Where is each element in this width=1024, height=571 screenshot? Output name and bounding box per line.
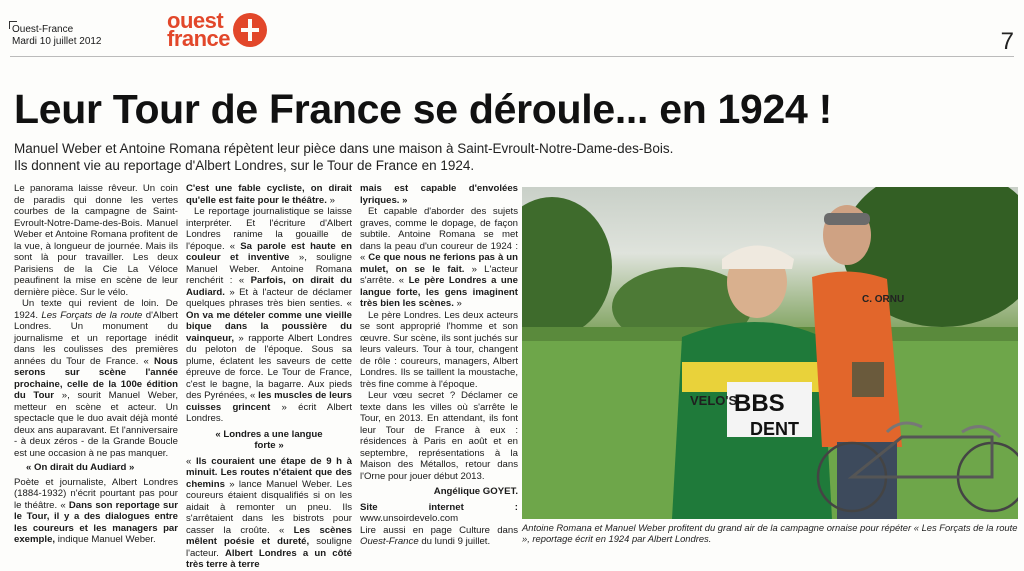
paragraph: C'est une fable cycliste, on dirait qu'elle est faite pour le théâtre. » xyxy=(186,183,352,206)
paragraph: Un texte qui revient de loin. De 1924. Les Forçats de la route d'Albert Londres. Un monument du journalisme et un reportage inédit dans les coulisses des premières années du Tour de France. « Nous serons sur scène l'année prochaine, celle de la 100e édition du Tour », sourit Manuel Weber, metteur en scène et acteur. Un spectacle que le duo avait déjà monté deux ans auparavant. Et l'anniversaire - à deux zéros - de la Grande Boucle est une occasion à ne pas manquer. xyxy=(14,298,178,459)
intertitle: « Londres a une langue forte » xyxy=(215,428,323,451)
jersey-text-bbs: BBS xyxy=(734,390,785,417)
paragraph: Lire aussi en page Culture dans Ouest-France du lundi 9 juillet. xyxy=(360,524,518,547)
jersey-text-dent: DENT xyxy=(750,419,799,439)
article-headline: Leur Tour de France se déroule... en 1924 ! xyxy=(14,86,832,132)
article-column-2 xyxy=(186,183,352,571)
intertitle: « On dirait du Audiard » xyxy=(26,462,135,473)
website-link[interactable]: www.unsoirdevelo.com xyxy=(360,513,459,524)
article-column-3 xyxy=(360,183,518,548)
jersey-text-velos: VELO'S xyxy=(690,393,738,408)
paragraph: Poète et journaliste, Albert Londres (1884-1932) n'écrit pourtant pas pour le théâtre. « Dans son reportage sur le Tour, il y a des dialogues entre les coureurs et les managers par exemple, indique Manuel Weber. xyxy=(14,476,178,545)
article-column-1 xyxy=(14,183,178,546)
author-signature: Angélique GOYET. xyxy=(433,486,518,497)
website-line: Site internet : www.unsoirdevelo.com xyxy=(360,501,518,524)
ouest-france-logo xyxy=(167,10,267,50)
issue-date: Mardi 10 juillet 2012 xyxy=(12,36,102,47)
left-rider-cap xyxy=(722,246,794,270)
paper-name: Ouest-France xyxy=(12,24,74,35)
paragraph: Le panorama laisse rêveur. Un coin de paradis qui donne les vertes courbes de la campagne de Saint-Evroult-Notre-Dame-des-Bois. Manuel Weber et Antoine Romana profitent de la vue, à longueur de journée. Mais ils sont là pour travailler. Les deux Parisiens de la Cie La Véloce peaufinent la mise en scène de leur dernière pièce. Sur le vélo. xyxy=(14,183,178,298)
logo-word-france: france xyxy=(167,26,231,51)
photo-illustration xyxy=(522,187,1018,519)
logo-cross-icon xyxy=(233,13,267,47)
satchel xyxy=(852,362,884,397)
masthead-info xyxy=(12,24,102,48)
right-rider-goggles xyxy=(824,213,870,225)
page-number: 7 xyxy=(1000,28,1014,55)
paragraph: Et capable d'aborder des sujets graves, comme le dopage, de façon subtile. Antoine Romana se met dans la peau d'un coureur de 1924 : « Ce que nous ne ferions pas à un mulet, on se le fait. » L'acteur s'arrête. « Le père Londres a une langue forte, les gens imaginent très bien les scènes. » xyxy=(360,206,518,309)
logo-word-ouest: ouest xyxy=(167,8,224,33)
header-divider xyxy=(10,56,1014,57)
paragraph: Le père Londres. Les deux acteurs se sont approprié l'homme et son œuvre. Sur scène, ils sont juchés sur leurs valeurs. Tour à tour, changent de rôle : coureurs, managers, Albert Londres. Ils se taillent la moustache, très fine comme à l'époque. xyxy=(360,309,518,390)
article-photo xyxy=(522,187,1018,519)
subhead-line-1: Manuel Weber et Antoine Romana répètent leur pièce dans une maison à Saint-Evroult-Notre-Dame-des-Bois. xyxy=(14,141,674,156)
paragraph: Leur vœu secret ? Déclamer ce texte dans les villes où s'arrête le Tour, en 2013. En attendant, ils font leur Tour de France à eux : résidences à Paris en août et en septembre, représentations à la Maison des Métallos, retour dans l'Orne pour jouer début 2013. xyxy=(360,390,518,482)
paragraph: mais est capable d'envolées lyriques. » xyxy=(360,183,518,206)
paragraph: Le reportage journalistique se laisse interpréter. Et l'écriture d'Albert Londres ranime la gouaille de l'époque. « Sa parole est haute en couleur et inventive », souligne Manuel Weber. Antoine Romana renchérit : « Parfois, on dirait du Audiard. » Et à l'acteur de déclamer quelques phrases très bien senties. « On va me dételer comme une vieille bique dans la poussière du vainqueur, » rapporte Albert Londres du peloton de l'époque. Sous sa plume, éclatent les saveurs de cette épreuve de force. Le Tour de France, c'est le bagne, la bagarre. Aux pieds des Pyrénées, « les muscles de leurs cuisses grincent » écrit Albert Londres. xyxy=(186,206,353,424)
paragraph: « Ils couraient une étape de 9 h à minuit. Les routes n'étaient que des chemins » lance Manuel Weber. Les coureurs étaient disqualifiés si on les aidait à remonter un pneu. Ils s'arrêtaient dans les bistrots pour casser la croûte. « Les scènes mêlent poésie et dureté, souligne l'acteur. Albert Londres a un côté très terre à terre xyxy=(186,455,353,570)
jersey-text-cornu: C. ORNU xyxy=(862,294,905,305)
photo-caption: Antoine Romana et Manuel Weber profitent du grand air de la campagne ornaise pour répéter « Les Forçats de la route », reportage écrit en 1924 par Albert Londres. xyxy=(522,522,1018,544)
tree-left xyxy=(522,197,612,337)
subhead-line-2: Ils donnent vie au reportage d'Albert Londres, sur le Tour de France en 1924. xyxy=(14,158,475,173)
article-subhead xyxy=(14,140,673,174)
